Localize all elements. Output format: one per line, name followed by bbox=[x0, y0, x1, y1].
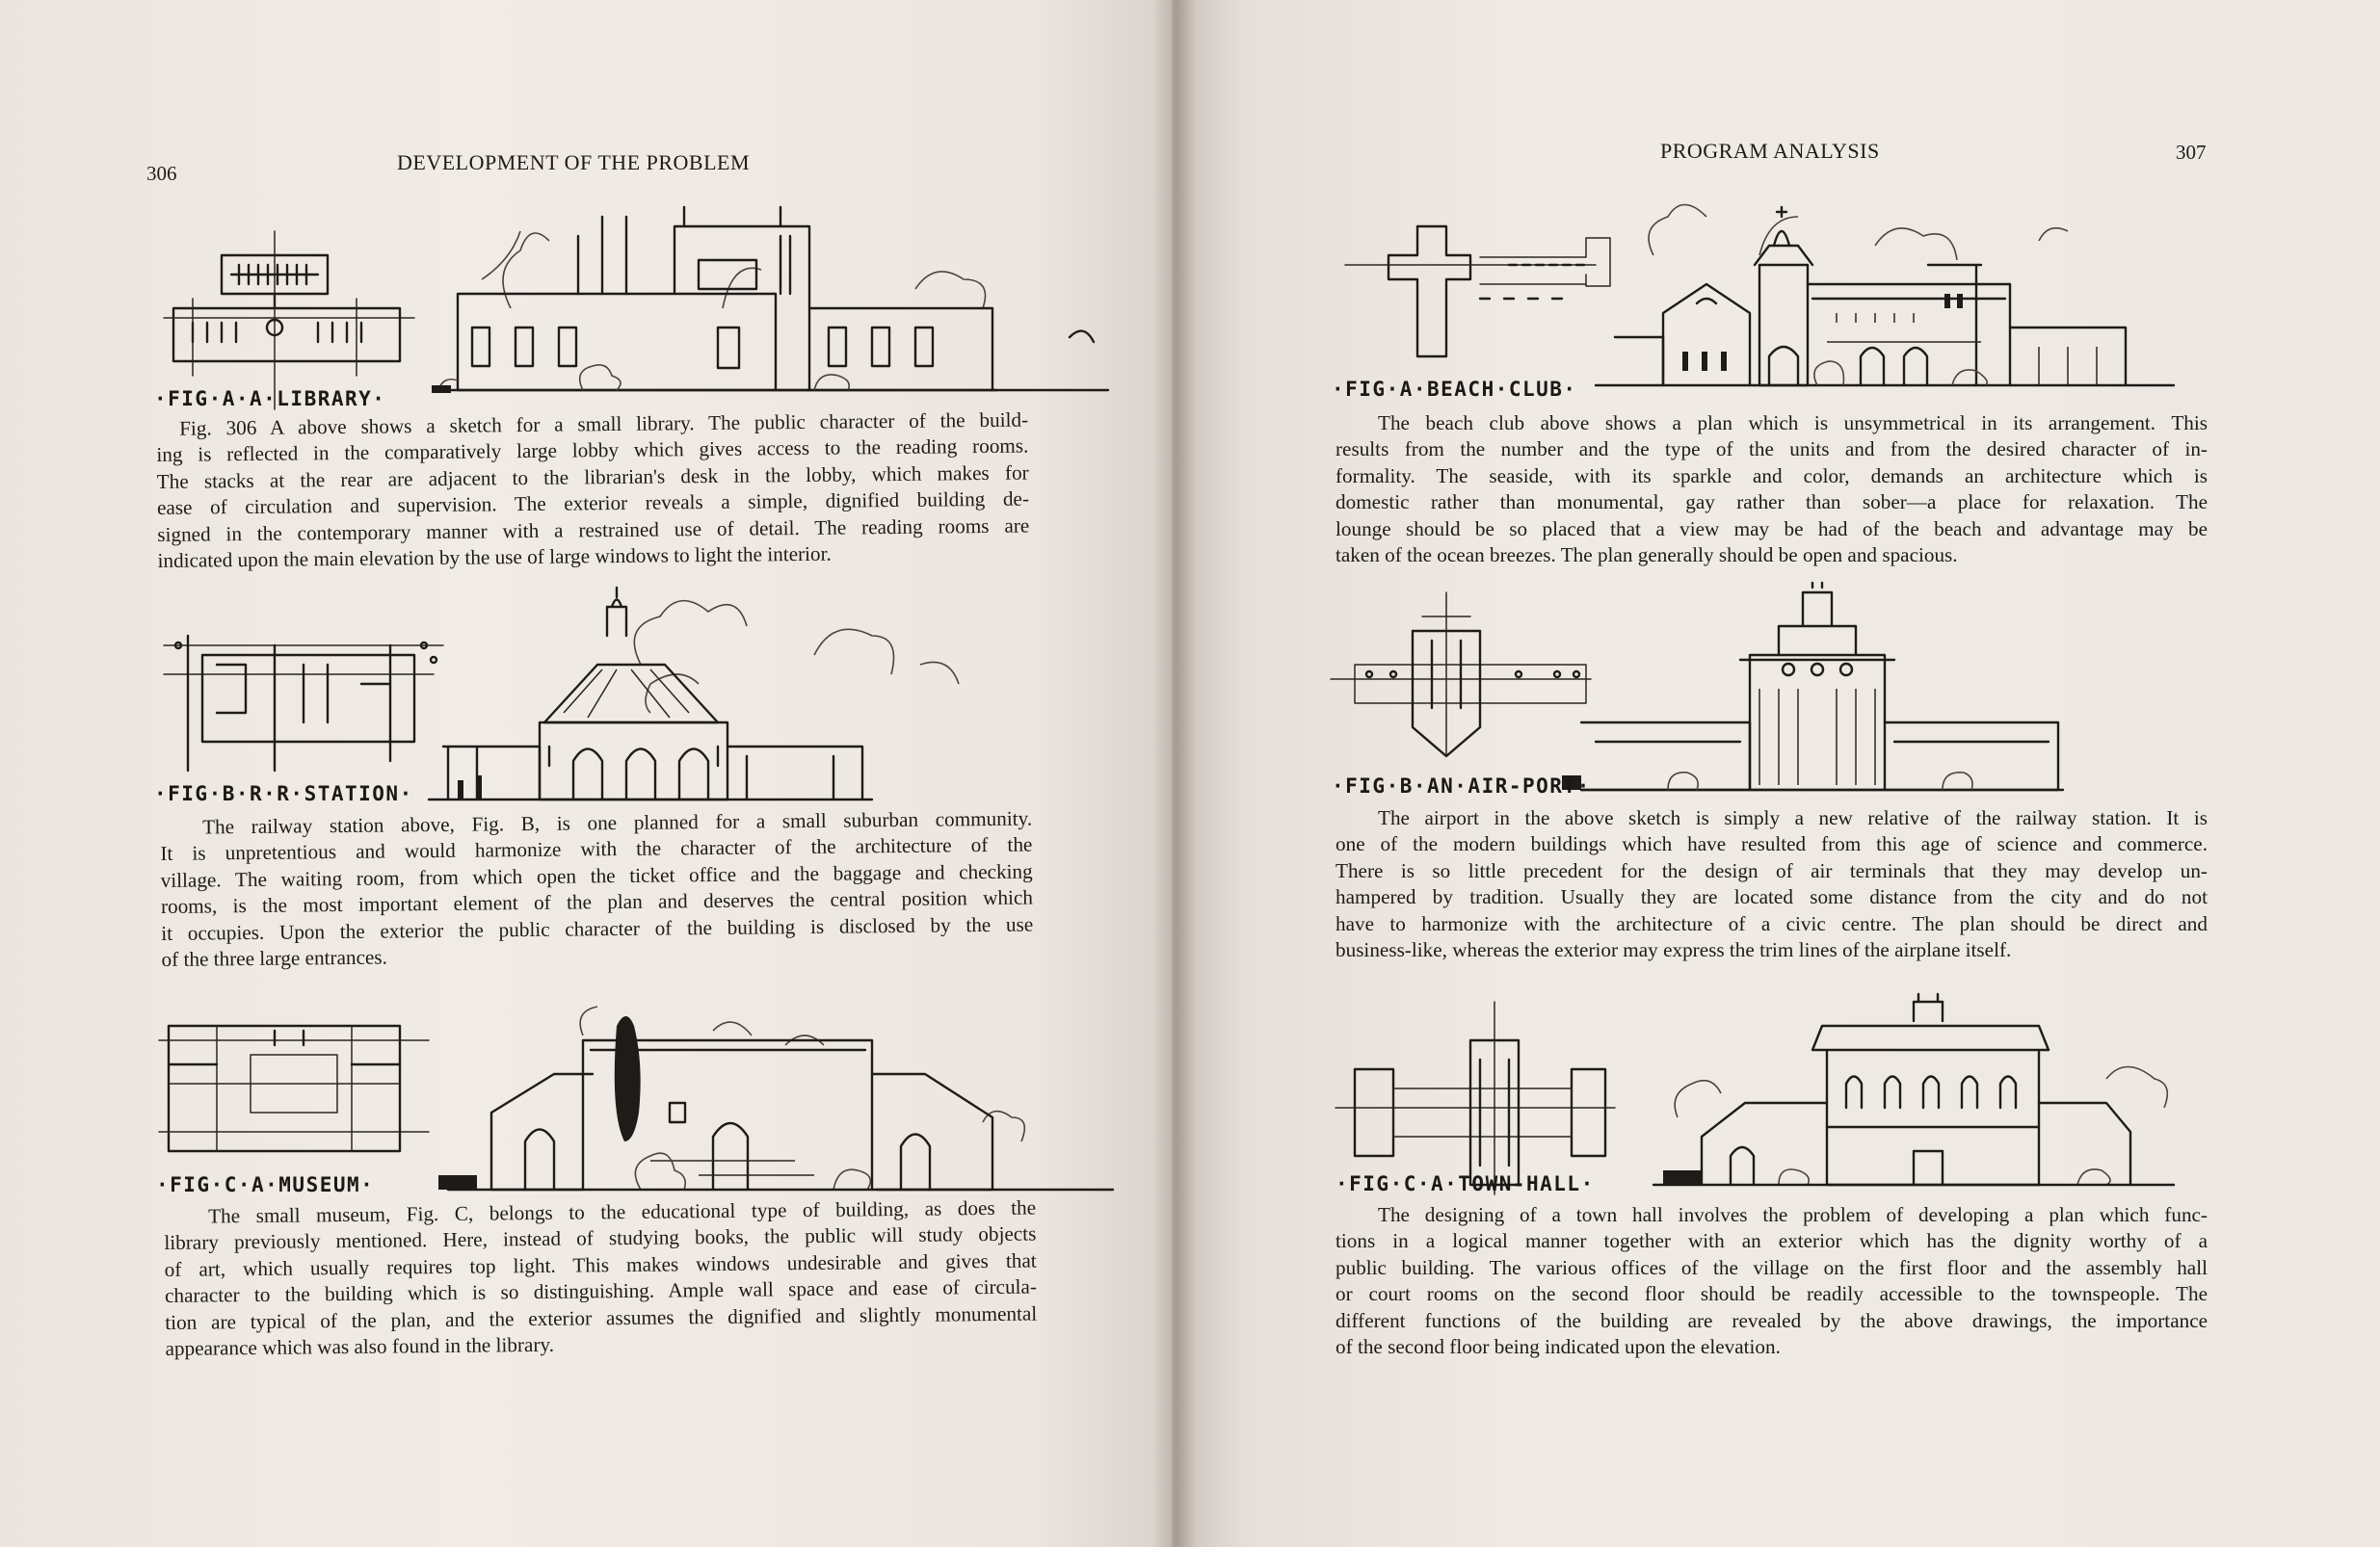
body-paragraph: The small museum, Fig. C, belongs to the educational type of building, as does the library previously mentioned. Here, instead of studying books, the public will study objects of art, which usually requires top light. This makes windows undesirable and gives that character to the building which is so distinguishing. Ample wall space and ease of circula- tion are typical of the plan, and the exterior assumes the dignified and slightly monumental appearance which was also found in the library. bbox=[164, 1195, 1038, 1361]
beach-club-elevation bbox=[1596, 205, 2174, 386]
body-paragraph: Fig. 306 A above shows a sketch for a small library. The public character of the build- ing is reflected in the comparatively large lobby which gives access to the reading rooms. The stacks at the rear are adjacent to the librarian's desk in the lobby, which makes for ease of circulation and supervision. The exterior reveals a simple, dignified building de- signed in the contemporary manner with a restrained use of detail. The reading rooms are indicated upon the main elevation by the use of large windows to light the interior. bbox=[156, 407, 1030, 573]
figure-caption: ·FIG·A·A·LIBRARY· bbox=[154, 387, 386, 410]
museum-sketch bbox=[159, 997, 1045, 1190]
running-head: PROGRAM ANALYSIS bbox=[1660, 139, 1880, 163]
running-head: DEVELOPMENT OF THE PROBLEM bbox=[397, 150, 751, 174]
figure-caption: ·FIG·C·A·MUSEUM· bbox=[156, 1173, 375, 1196]
railway-station-sketch bbox=[159, 588, 1045, 804]
body-paragraph: The airport in the above sketch is simply a new relative of the railway station. It is one of the modern buildings which have resulted from this age of science and commerce. There is so little precedent for the design of air terminals that they may develop un- hampered by tradition. Usually they are located some distance from the city and do not have to harmonize with the architecture of a civic centre. The plan should be direct and business-like, whereas the exterior may express the trim lines of the airplane itself. bbox=[1335, 806, 2208, 962]
left-page bbox=[0, 0, 1172, 1547]
library-sketch bbox=[164, 202, 1031, 405]
body-paragraph: The designing of a town hall involves the problem of developing a plan which func- tions in a logical manner together with an exterior which has the dignity worthy of a public building. The various offices of the village on the first floor and the assembly hall or court rooms on the second floor should be readily accessible to the townspeople. The different functions of the building are revealed by the above drawings, the importance of the second floor being indicated upon the elevation. bbox=[1335, 1203, 2208, 1359]
body-paragraph: The beach club above shows a plan which is unsymmetrical in its arrangement. This results from the number and the type of the units and from the desired character of in- formality. The seaside, with its sparkle and color, demands an architecture which is domestic rather than monumental, gay rather than sober—a place for relaxation. The lounge should be so placed that a view may be had of the beach and advantage may be taken of the ocean breezes. The plan generally should be open and spacious. bbox=[1335, 411, 2208, 567]
book-gutter bbox=[1152, 0, 1197, 1547]
museum-plan bbox=[159, 1026, 429, 1151]
figure-caption: ·FIG·C·A·TOWN-HALL· bbox=[1335, 1172, 1595, 1195]
airport-elevation bbox=[1562, 583, 2063, 790]
town-hall-sketch bbox=[1335, 992, 2222, 1185]
figure-caption: ·FIG·B·R·R·STATION· bbox=[154, 782, 413, 805]
body-paragraph: The railway station above, Fig. B, is one planned for a small suburban community. It is unpretentious and would harmonize with the character of the architecture of the village. The waiting room, from which open the ticket office and the baggage and checking rooms, is the most important element of the plan and deserves the central position which it occupies. Upon the exterior the public character of the building is disclosed by the use of the three large entrances. bbox=[160, 806, 1034, 972]
museum-elevation bbox=[438, 1007, 1113, 1190]
figure-caption: ·FIG·B·AN·AIR-PORT· bbox=[1332, 774, 1591, 798]
library-plan bbox=[164, 231, 414, 409]
town-hall-plan bbox=[1335, 1002, 1615, 1194]
figure-caption: ·FIG·A·BEACH·CLUB· bbox=[1332, 378, 1577, 401]
beach-club-sketch bbox=[1335, 188, 2222, 400]
right-page bbox=[1172, 0, 2380, 1547]
beach-club-plan bbox=[1345, 226, 1610, 356]
page-number: 307 bbox=[2176, 141, 2207, 164]
library-elevation bbox=[432, 207, 1108, 393]
station-plan bbox=[164, 636, 443, 771]
town-hall-elevation bbox=[1653, 994, 2174, 1185]
airport-plan bbox=[1331, 592, 1591, 756]
airport-sketch bbox=[1326, 583, 2212, 800]
page-number: 306 bbox=[146, 162, 177, 185]
station-elevation bbox=[429, 588, 959, 800]
